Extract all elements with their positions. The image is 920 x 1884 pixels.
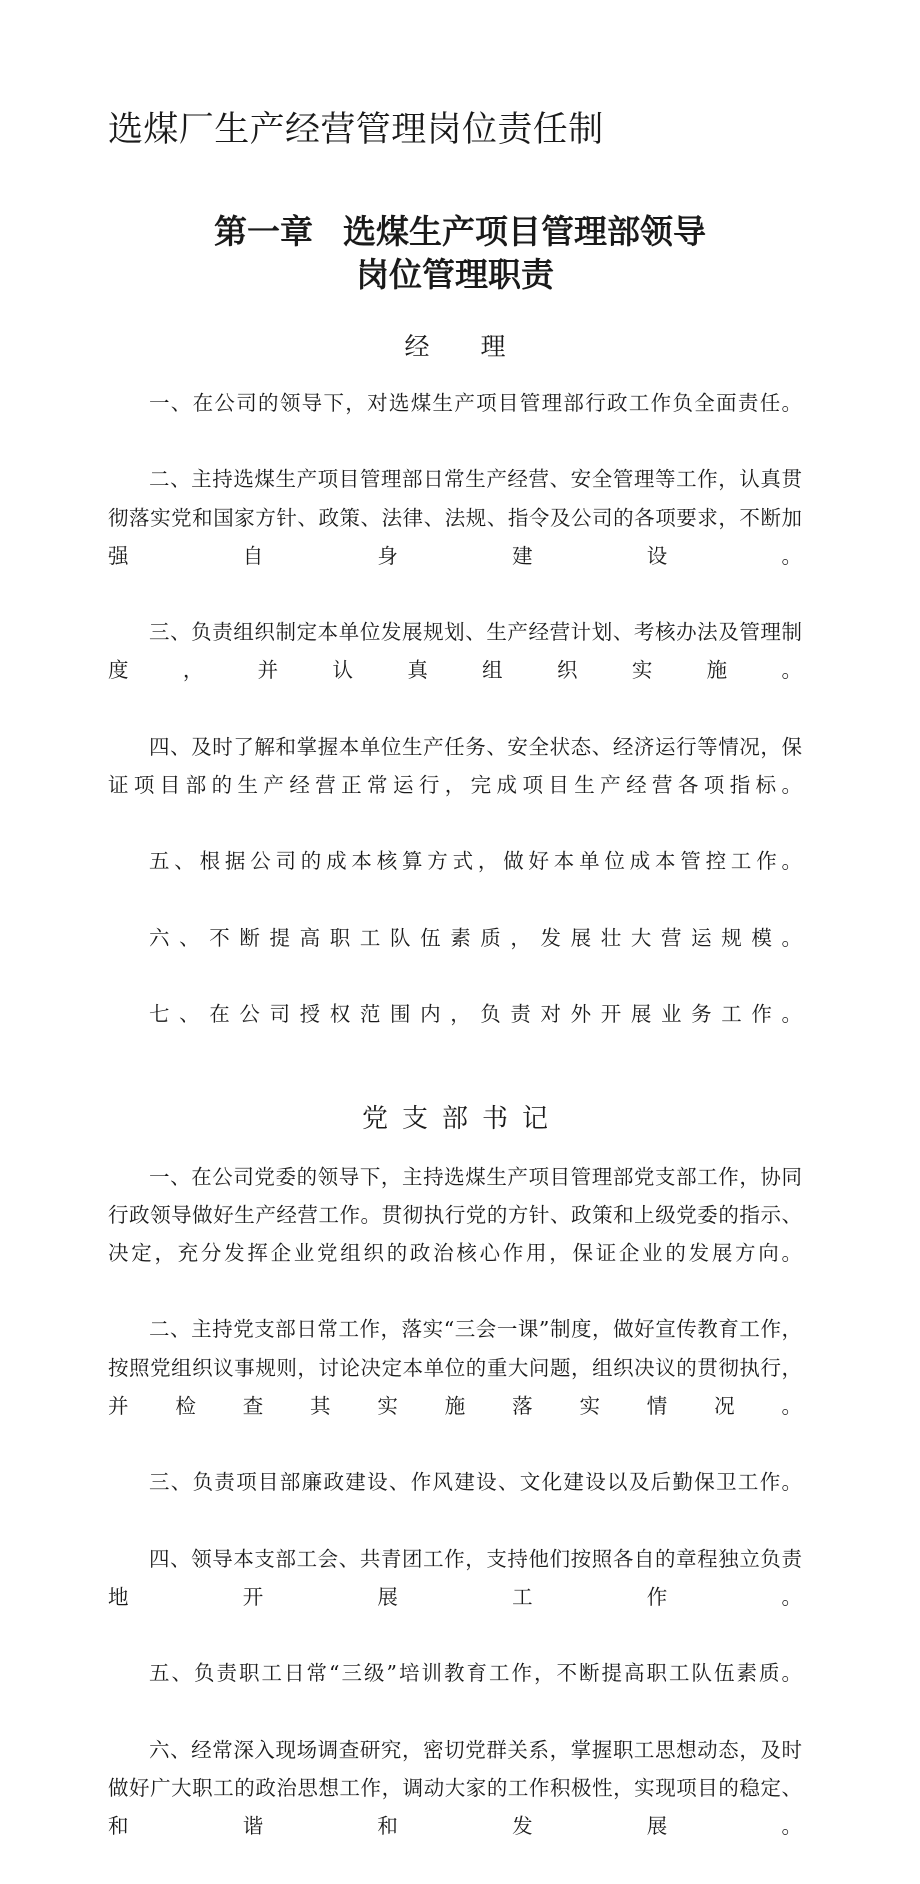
page-title: 选煤厂生产经营管理岗位责任制 xyxy=(108,110,604,150)
document-content-column xyxy=(108,0,802,1884)
section-heading-party-branch-secretary: 党支部书记 xyxy=(361,1103,562,1134)
chapter-number-label: 第一章 xyxy=(214,212,313,251)
paragraph: 一、在公司的领导下，对选煤生产项目管理部行政工作负全面责任。 xyxy=(149,391,802,415)
paragraph: 四、及时了解和掌握本单位生产任务、安全状态、经济运行等情况，保证项目部的生产经营正常运行，完成项目生产经营各项指标。 xyxy=(108,734,802,798)
section-body-manager xyxy=(108,364,802,1072)
paragraph: 三、负责项目部廉政建设、作风建设、文化建设以及后勤保卫工作。 xyxy=(149,1470,802,1495)
chapter-heading-line-1 xyxy=(108,210,802,253)
chapter-heading xyxy=(108,152,802,296)
paragraph: 五、负责职工日常“三级”培训教育工作，不断提高职工队伍素质。 xyxy=(149,1661,802,1686)
paragraph: 五、根据公司的成本核算方式，做好本单位成本管控工作。 xyxy=(149,849,802,874)
section-body-party-branch-secretary xyxy=(108,1136,802,1884)
chapter-title-line-2: 岗位管理职责 xyxy=(356,255,554,294)
paragraph: 六、经常深入现场调查研究，密切党群关系，掌握职工思想动态，及时做好广大职工的政治思想工作，调动大家的工作积极性，实现项目的稳定、和谐和发展。 xyxy=(108,1737,802,1839)
section-heading-manager: 经 理 xyxy=(404,332,519,361)
paragraph: 一、在公司党委的领导下，主持选煤生产项目管理部党支部工作，协同行政领导做好生产经营工作。贯彻执行党的方针、政策和上级党委的指示、决定，充分发挥企业党组织的政治核心作用，保证企业的发展方向。 xyxy=(108,1164,802,1266)
paragraph: 二、主持党支部日常工作，落实“三会一课”制度，做好宣传教育工作，按照党组织议事规则，讨论决定本单位的重大问题，组织决议的贯彻执行，并检查其实施落实情况。 xyxy=(108,1317,802,1418)
chapter-title-line-1: 选煤生产项目管理部领导 xyxy=(343,212,706,251)
paragraph: 二、主持选煤生产项目管理部日常生产经营、安全管理等工作，认真贯彻落实党和国家方针、政策、法律、法规、指令及公司的各项要求，不断加强自身建设。 xyxy=(108,467,802,568)
paragraph: 三、负责组织制定本单位发展规划、生产经营计划、考核办法及管理制度，并认真组织实施。 xyxy=(108,620,802,683)
paragraph: 六、不断提高职工队伍素质，发展壮大营运规模。 xyxy=(149,925,802,950)
paragraph: 四、领导本支部工会、共青团工作，支持他们按照各自的章程独立负责地开展工作。 xyxy=(108,1546,802,1609)
paragraph: 七、在公司授权范围内，负责对外开展业务工作。 xyxy=(149,1002,802,1027)
